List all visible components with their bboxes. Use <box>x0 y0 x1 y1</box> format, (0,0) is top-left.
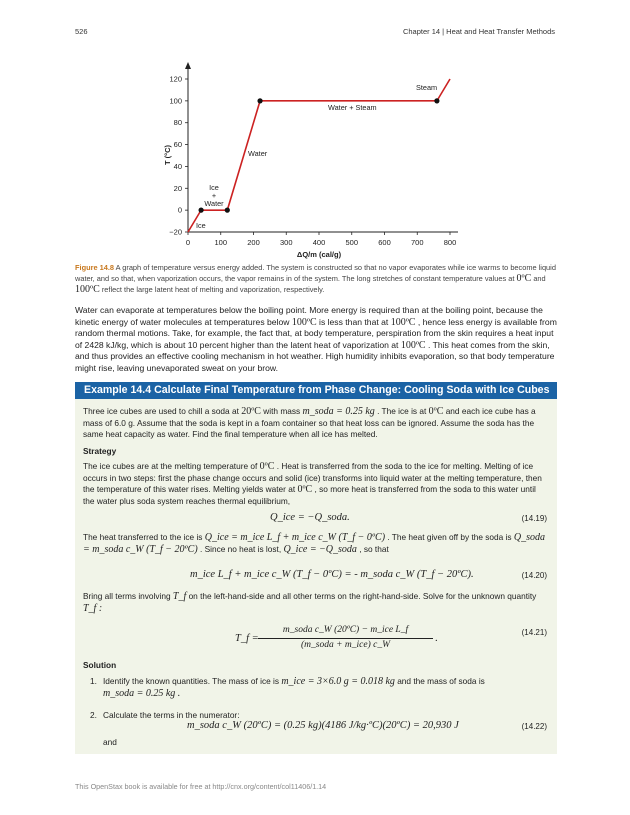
x-tick-label: 300 <box>279 238 293 247</box>
equation-number-14-19: (14.19) <box>521 514 547 523</box>
annotation-steam: Steam <box>416 83 438 92</box>
intro-temp-1: 100ºC <box>291 316 317 328</box>
strategy-temp2: 0ºC <box>297 484 313 495</box>
problem-temp0: 0ºC <box>428 406 444 417</box>
heat-text-c: . Since no heat is lost, <box>197 543 284 554</box>
equation-14-20: m_ice L_f + m_ice c_W (T_f − 0ºC) = - m_soda c_W (T_f − 20ºC). <box>190 569 474 580</box>
heat-transfer-text <box>83 532 545 555</box>
y-tick-label: 60 <box>173 140 182 150</box>
example-title-bar <box>75 382 557 399</box>
problem-mass: m_soda = 0.25 kg <box>302 406 375 417</box>
annotation-water-steam: Water + Steam <box>328 103 377 112</box>
equation-14-19: Q_ice = −Q_soda. <box>270 512 350 523</box>
heat-text-b: . The heat given off by the soda is <box>385 532 514 542</box>
intro-temp-2: 100ºC <box>390 316 416 328</box>
bring-tf2: T_f : <box>83 602 103 614</box>
problem-text-d: and each ice cube has a mass of 6.0 g. Assume that the soda is kept in a foam container so that heat loss can be ignored. Assume the soda has the same heat capacity as water. Find the final temperature when all ice has melted. <box>83 406 536 439</box>
equation-14-21-numerator: m_soda c_W (20ºC) − m_ice L_f <box>282 625 409 635</box>
step-1-number: 1. <box>90 676 97 686</box>
strategy-text <box>83 461 545 507</box>
solve-instruction <box>83 591 545 614</box>
annotation-ice-water: Water <box>204 199 224 208</box>
x-tick-label: 0 <box>185 238 191 247</box>
y-tick-label: 80 <box>173 118 182 128</box>
caption-text-3: reflect the large latent heat of melting and vaporization, respectively. <box>99 285 325 294</box>
figure-caption <box>75 262 557 295</box>
problem-text-b: with mass <box>260 406 303 416</box>
annotation-ice-water: Ice <box>209 183 219 192</box>
y-axis-arrow <box>185 62 191 69</box>
equation-number-14-22: (14.22) <box>521 722 547 731</box>
phase-change-point <box>199 208 204 213</box>
equation-number-14-21: (14.21) <box>521 628 547 637</box>
strategy-text-a: The ice cubes are at the melting temperature of <box>83 461 260 471</box>
solution-heading: Solution <box>83 660 117 670</box>
problem-temp: 20ºC <box>241 406 261 417</box>
annotation-water: Water <box>248 149 268 158</box>
y-tick-label: 40 <box>173 161 182 171</box>
page-number: 526 <box>75 27 88 36</box>
x-axis-label: ΔQ/m (cal/g) <box>296 250 342 259</box>
step-1-text <box>103 676 543 699</box>
heat-eq-soda: Q_soda = m_soda c_W (T_f − 20ºC) <box>83 532 545 555</box>
y-tick-label: 120 <box>169 74 182 84</box>
footer-note: This OpenStax book is available for free at http://cnx.org/content/col11406/1.14 <box>75 782 327 791</box>
heat-text-d: , so that <box>356 543 389 554</box>
problem-statement <box>83 406 545 441</box>
strategy-heading: Strategy <box>83 446 117 456</box>
strategy-text-b: . Heat is transferred from the soda to the ice for melting. Melting of ice occurs in two steps: first the phase change occurs and solid (ice) transforms into liquid water at the melting temperature, then the temperature of this water rises. Melting yields water at <box>83 461 542 494</box>
phase-change-point <box>225 208 230 213</box>
temperature-energy-chart <box>0 0 630 262</box>
step-2-text: Calculate the terms in the numerator: <box>103 710 240 720</box>
heat-text-a: The heat transferred to the ice is <box>83 532 205 542</box>
equation-number-14-20: (14.20) <box>521 571 547 580</box>
heat-eq-ice: Q_ice = m_ice L_f + m_ice c_W (T_f − 0ºC) <box>204 532 386 543</box>
fraction-bar <box>258 638 433 639</box>
strategy-temp: 0ºC <box>259 461 275 472</box>
example-body <box>75 399 557 754</box>
annotation-ice-water: + <box>211 191 217 200</box>
caption-text-2: and <box>531 274 546 283</box>
strategy-text-c: , so more heat is transferred from the soda to this water until the water plus soda system reaches thermal equilibrium, <box>83 484 536 506</box>
y-tick-label: 20 <box>173 183 182 193</box>
example-title: Example 14.4 Calculate Final Temperature from Phase Change: Cooling Soda with Ice Cubes <box>84 384 550 396</box>
intro-text-4: . This heat comes from the skin, and thus provides an effective cooling mechanism in hot weather. High humidity inhibits evaporation, so that body temperature might rise, leaving unevaporated sweat on your brow. <box>75 339 555 373</box>
figure-label: Figure 14.8 <box>75 263 115 272</box>
intro-paragraph <box>75 305 557 375</box>
x-tick-label: 400 <box>312 238 326 247</box>
equation-14-22: m_soda c_W (20ºC) = (0.25 kg)(4186 J/kg·ºC)(20ºC) = 20,930 J <box>187 720 459 731</box>
x-tick-label: 600 <box>378 238 391 247</box>
intro-text-2: is less than that at <box>316 316 391 327</box>
equation-14-21-lhs: T_f = <box>235 633 259 644</box>
intro-temp-3: 100ºC <box>400 339 426 351</box>
problem-text: Three ice cubes are used to chill a soda at <box>83 406 242 416</box>
bring-text-a: Bring all terms involving <box>83 591 173 601</box>
problem-text-c: . The ice is at <box>374 406 429 416</box>
step-1-ice-mass: m_ice = 3×6.0 g = 0.018 kg <box>281 676 395 687</box>
intro-text-1: Water can evaporate at temperatures below the boiling point. More energy is required than at the boiling point, because the kinetic energy of water molecules at temperatures below <box>75 305 543 327</box>
y-tick-label: 0 <box>177 205 182 215</box>
bring-text-b: on the left-hand-side and all other terms on the right-hand-side. Solve for the unknown quantity <box>186 591 537 601</box>
x-tick-label: 100 <box>214 238 228 247</box>
phase-change-point <box>257 98 262 103</box>
y-tick-label: −20 <box>169 227 182 237</box>
phase-change-point <box>434 98 439 103</box>
x-tick-label: 500 <box>345 238 359 247</box>
step-2-number: 2. <box>90 710 97 720</box>
equation-14-21-dot: . <box>435 633 438 644</box>
caption-text-1: A graph of temperature versus energy added. The system is constructed so that no vapor evaporates while ice warms to become liquid water, and so that, when vaporization occurs, the vapor remains in of the system. The long stretches of constant temperature values at <box>75 263 556 283</box>
step-1-soda-mass: m_soda = 0.25 kg . <box>103 687 181 699</box>
caption-value-1: 0ºC <box>516 273 532 284</box>
step-1-text-a: Identify the known quantities. The mass of ice is <box>103 676 282 686</box>
caption-value-2: 100ºC <box>75 284 100 295</box>
x-tick-label: 700 <box>410 238 424 247</box>
heat-eq-balance: Q_ice = −Q_soda <box>283 543 357 555</box>
y-tick-label: 100 <box>169 96 182 106</box>
annotation-ice: Ice <box>196 221 206 230</box>
intro-text-3: , hence less energy is available from random thermal motions. Take, for example, the fact that, at body temperature, perspiration from the skin requires a heat input of 2428 kJ/kg, which is about 10 percent higher than the latent heat of vaporization at <box>75 316 557 350</box>
and-text: and <box>103 737 117 747</box>
equation-14-21-denominator: (m_soda + m_ice) c_W <box>301 640 390 650</box>
bring-tf: T_f <box>172 591 187 602</box>
chapter-title: Chapter 14 | Heat and Heat Transfer Methods <box>402 27 555 36</box>
x-tick-label: 200 <box>247 238 260 247</box>
x-tick-label: 800 <box>443 238 457 247</box>
step-1-text-b: and the mass of soda is <box>394 676 485 686</box>
y-axis-label: T (°C) <box>163 144 172 166</box>
